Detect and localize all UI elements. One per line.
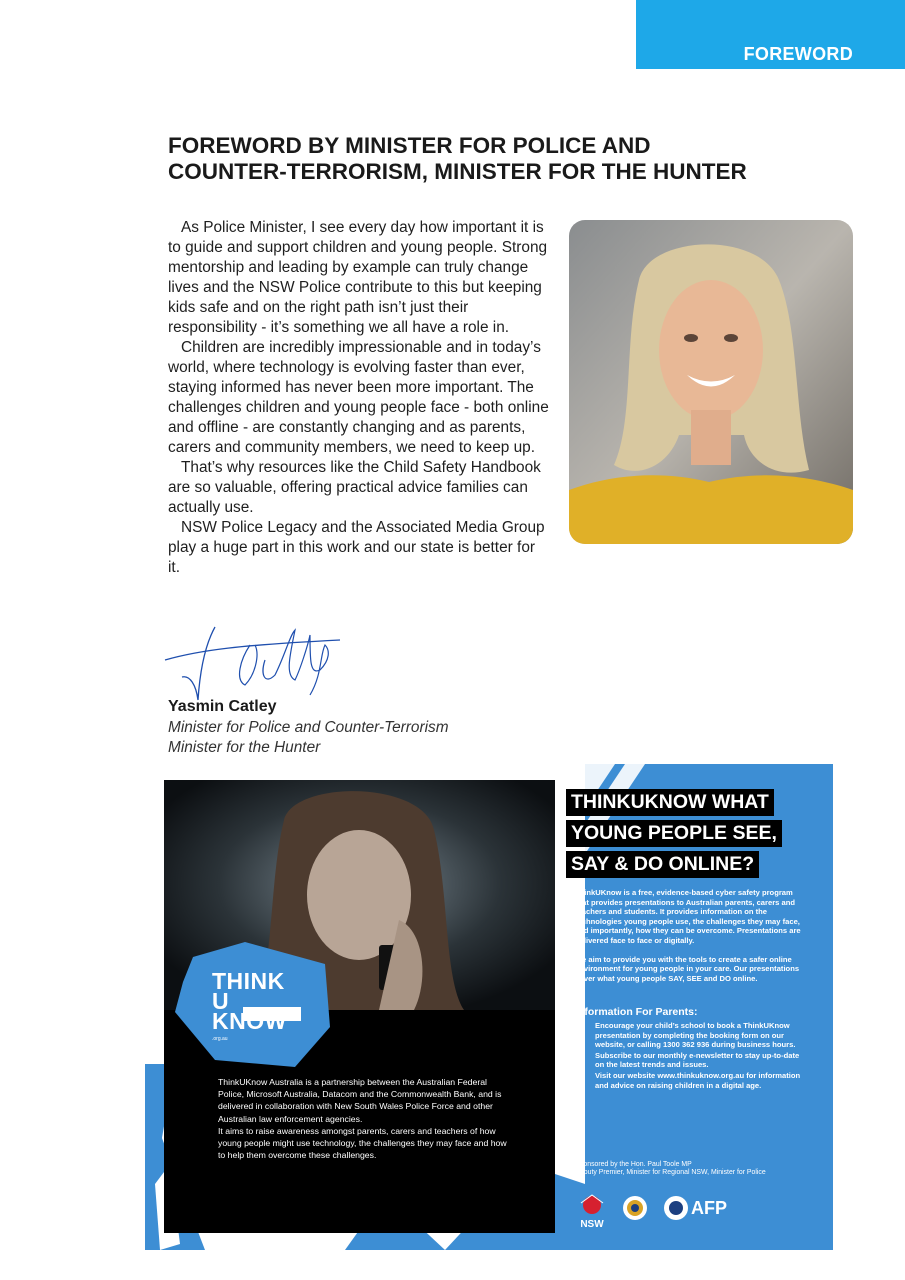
ad-copy-paragraph-2: We aim to provide you with the tools to create a safer online environment for young people in your care. Our presentations cover what young people SAY, SEE and DO online. [575, 954, 800, 983]
section-tab-label: FOREWORD [743, 44, 853, 64]
ad-heading-line-1: THINKUKNOW WHAT [566, 789, 774, 816]
nsw-police-crest-icon [621, 1194, 649, 1226]
portrait-illustration [569, 220, 853, 544]
ad-blurb-paragraph-1: ThinkUKnow Australia is a partnership between the Australian Federal Police, Microsoft Australia, Datacom and the Commonwealth Bank, and is delivered in collaboration with New South Wales Police Force and other Australian law enforcement agencies. [218, 1077, 502, 1124]
signature [160, 615, 345, 710]
ad-copy-paragraph-1: ThinkUKnow is a free, evidence-based cyber safety program that provides presentations to Australian parents, carers and teachers and students. It provides information on the technologies young people use, the challenges they may face, and importantly, how they can be overcome. Presentations are delivered face to face or digitally. [575, 888, 801, 945]
afp-crest-icon [662, 1194, 690, 1226]
logo-domain: .org.au [212, 1036, 228, 1042]
logo-know: KNOW [212, 1008, 287, 1034]
page-title-line-2: COUNTER-TERRORISM, MINISTER FOR THE HUNTER [168, 159, 747, 184]
foreword-paragraph-4: NSW Police Legacy and the Associated Media Group play a huge part in this work and our state is better for it. [168, 519, 545, 576]
list-item: • Visit our website www.thinkuknow.org.au for information and advice on raising children in a digital age. [575, 1071, 807, 1090]
section-tab [636, 0, 905, 69]
nsw-logo-text: NSW [580, 1219, 604, 1230]
parents-info-list [575, 1021, 807, 1091]
ad-program-description [575, 888, 805, 992]
sponsor-line-2: Deputy Premier, Minister for Regional NSW, Minister for Police [575, 1169, 766, 1177]
ad-heading [566, 789, 782, 882]
minister-portrait-photo [569, 220, 853, 544]
ad-partnership-blurb [218, 1076, 508, 1161]
list-item: • Encourage your child’s school to book a ThinkUKnow presentation by completing the booking form on our website, or calling 1300 362 936 during business hours. [575, 1021, 807, 1050]
sponsor-line-1: Sponsored by the Hon. Paul Toole MP [575, 1161, 692, 1168]
afp-logo-text: AFP [691, 1198, 727, 1218]
ad-blurb-paragraph-2: It aims to raise awareness amongst parents, carers and teachers of how young people might use technology, the challenges they may face and how to help them overcome these challenges. [218, 1125, 507, 1161]
page-title-line-1: FOREWORD BY MINISTER FOR POLICE AND [168, 133, 651, 158]
foreword-paragraph-1: As Police Minister, I see every day how important it is to guide and support children and young people. Strong mentorship and leading by example can truly change lives and the NSW Police contribute to this but keeping kids safe and on the right path isn’t just their responsibility - it’s something we all have a role in. [168, 219, 548, 336]
signatory-role-2: Minister for the Hunter [168, 739, 321, 756]
logo-u: U [212, 988, 230, 1014]
nsw-waratah-logo [575, 1194, 609, 1230]
ad-heading-line-3: SAY & DO ONLINE? [566, 851, 759, 878]
signatory-role-1: Minister for Police and Counter-Terrorism [168, 719, 449, 736]
page-title [168, 133, 818, 185]
foreword-paragraph-2: Children are incredibly impressionable and in today’s world, where technology is evolving faster than ever, staying informed has never been more important. The challenges children and young people face - both online and offline - are constantly changing and as parents, carers and community members, we need to keep up. [168, 339, 549, 456]
list-item: • Subscribe to our monthly e-newsletter to stay up-to-date on the latest trends and issues. [575, 1051, 807, 1070]
signatory-name: Yasmin Catley [168, 698, 277, 715]
foreword-paragraph-3: That’s why resources like the Child Safety Handbook are so valuable, offering practical advice families can actually use. [168, 459, 541, 516]
thinkuknow-advertisement [145, 764, 833, 1250]
ad-heading-line-2: YOUNG PEOPLE SEE, [566, 820, 782, 847]
ad-sponsor-credit [575, 1161, 815, 1178]
thinkuknow-logo [212, 968, 287, 1034]
foreword-body [168, 218, 550, 578]
logo-think: THINK [212, 968, 285, 994]
parents-info-heading: Information For Parents: [575, 1006, 698, 1018]
